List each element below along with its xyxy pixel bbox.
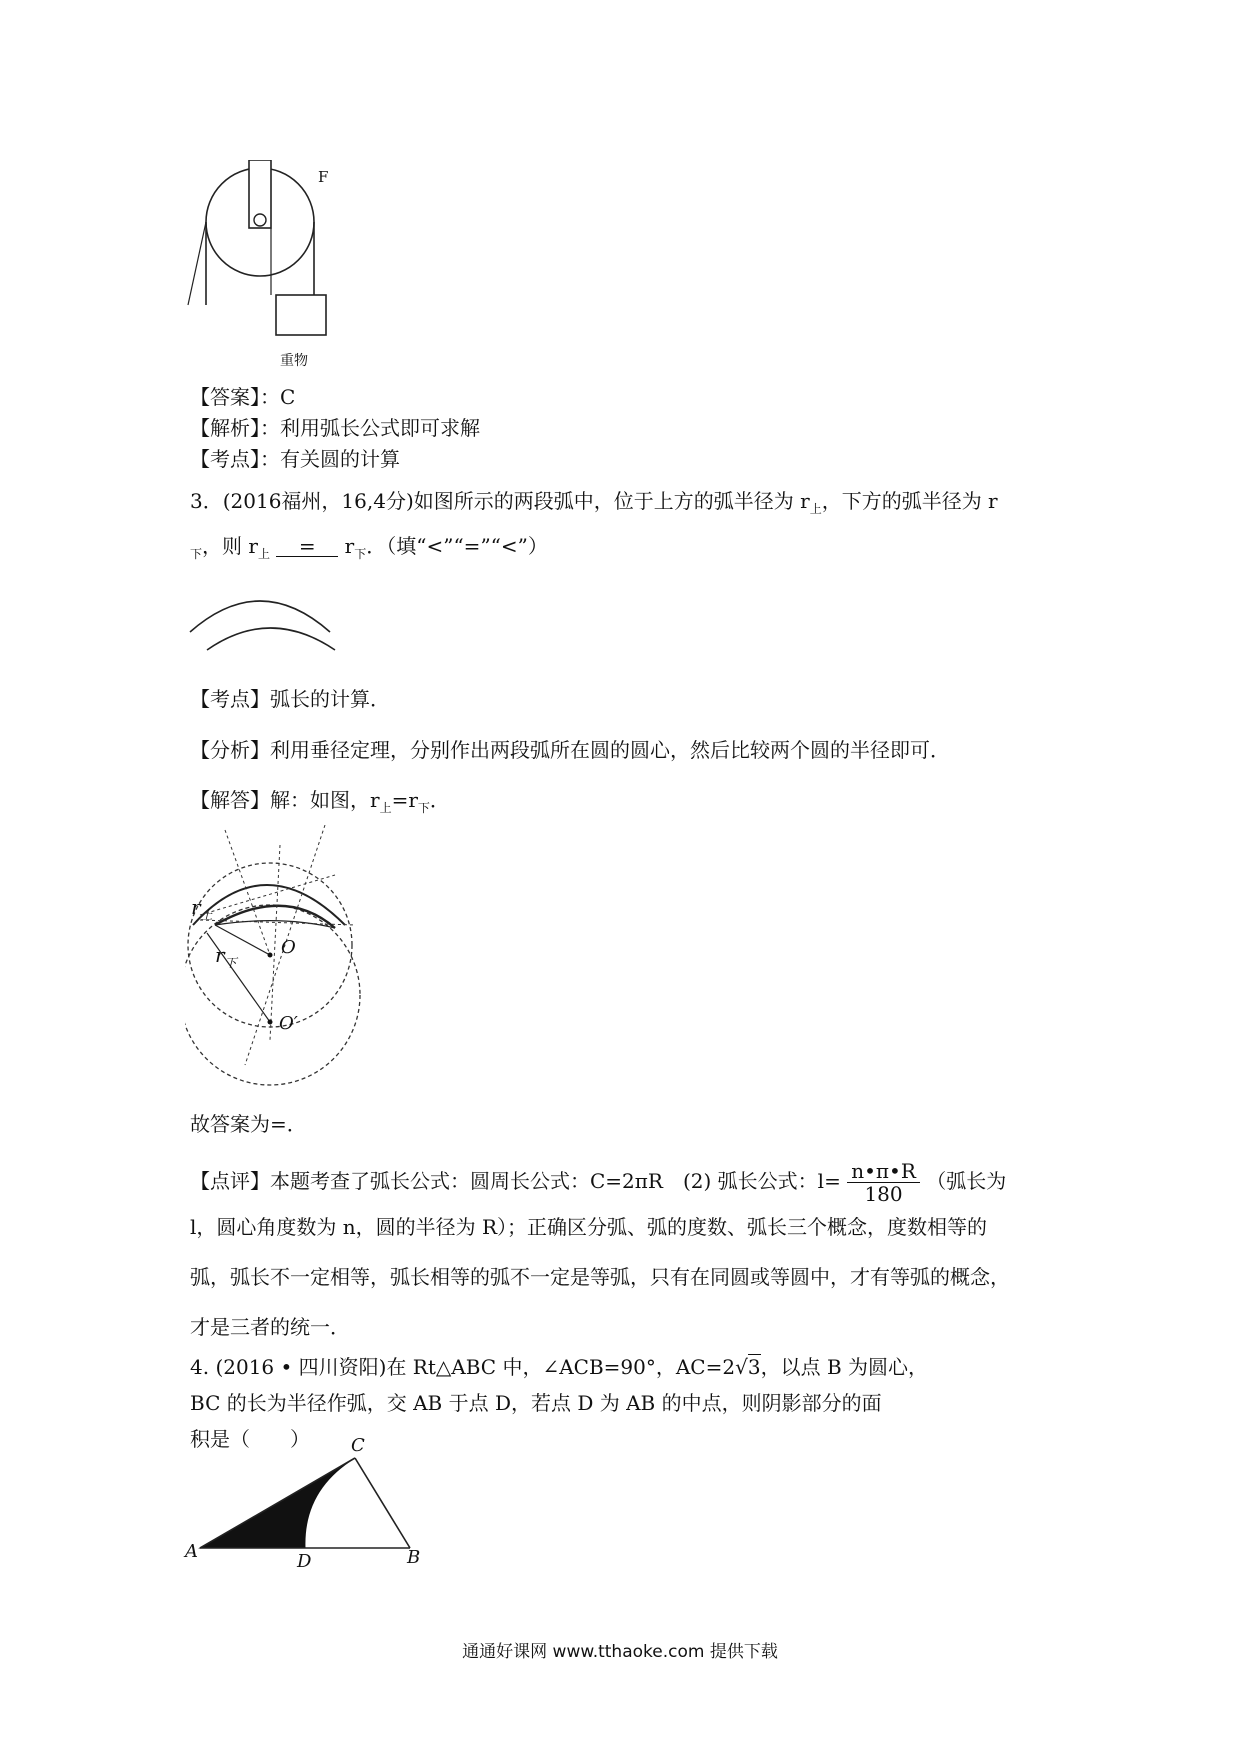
circles-construction-figure (185, 825, 385, 1105)
vertex-a-label: A (185, 1541, 198, 1562)
q3-comment-line2: l，圆心角度数为 n，圆的半径为 R）；正确区分弧、弧的度数、弧长三个概念，度数相等的 (190, 1215, 988, 1239)
q3-comment-line3: 弧，弧长不一定相等，弧长相等的弧不一定是等弧，只有在同圆或等圆中，才有等弧的概念， (190, 1265, 1010, 1289)
q3-analysis: 【分析】利用垂径定理，分别作出两段弧所在圆的圆心，然后比较两个圆的半径即可． (190, 738, 950, 762)
triangle-figure (185, 1435, 445, 1575)
vertex-c-label: C (351, 1435, 365, 1456)
q3-solution: 【解答】解：如图，$r_上=r_下$． (190, 788, 450, 815)
q3-comment-line1: 【点评】本题考查了弧长公式：圆周长公式：C=2πR (2) 弧长公式：l= $\frac{n•\pi•R}{180}$ （弧长为 (190, 1159, 1007, 1206)
q4-stem-line1: 4. (2016 • 四川资阳)在 Rt△ABC 中，∠ACB=90°，AC=2√3，以点 B 为圆心， (190, 1355, 929, 1379)
arc-length-fraction: $\frac{n•\pi•R}{180}$ (847, 1160, 920, 1205)
page-footer: 通通好课网 www.tthaoke.com 提供下载 (462, 1642, 778, 1662)
answer-blank: = (276, 536, 338, 557)
r-down-label: $r_下$ (215, 943, 237, 970)
q2-answer: 【答案】：C (190, 385, 296, 409)
vertex-b-label: B (407, 1547, 421, 1568)
q3-conclusion: 故答案为=． (190, 1112, 307, 1136)
sqrt-sign: √ (735, 1355, 748, 1379)
weight-caption: 重物 (280, 353, 308, 369)
q4-stem-line2: BC 的长为半径作弧，交 AB 于点 D，若点 D 为 AB 的中点，则阴影部分的面 (190, 1391, 882, 1415)
q4-stem-line3: 积是（ ） (190, 1427, 310, 1451)
q3-stem-line2: $_下$，则 $r_上 = r_下$．（填“<”“=”“<”） (190, 534, 548, 561)
center-o-label: O (281, 937, 296, 958)
two-arcs-figure (185, 580, 345, 660)
force-label: F (318, 168, 329, 186)
r-up-label: $r_上$ (191, 895, 213, 922)
pulley-figure (180, 160, 360, 380)
pulley-drawing (180, 160, 360, 380)
q3-point: 【考点】弧长的计算． (190, 687, 390, 711)
triangle-drawing (185, 1435, 445, 1575)
center-o-prime-label: O′ (279, 1013, 298, 1034)
q2-point: 【考点】：有关圆的计算 (190, 447, 400, 471)
two-arcs-drawing (185, 580, 345, 660)
point-d-label: D (297, 1551, 312, 1572)
q3-comment-line4: 才是三者的统一． (190, 1315, 350, 1339)
q3-stem-line1: 3．(2016福州，16,4分)如图所示的两段弧中，位于上方的弧半径为 $r_上$，下方的弧半径为 r (190, 489, 998, 516)
q2-analysis: 【解析】：利用弧长公式即可求解 (190, 416, 480, 440)
